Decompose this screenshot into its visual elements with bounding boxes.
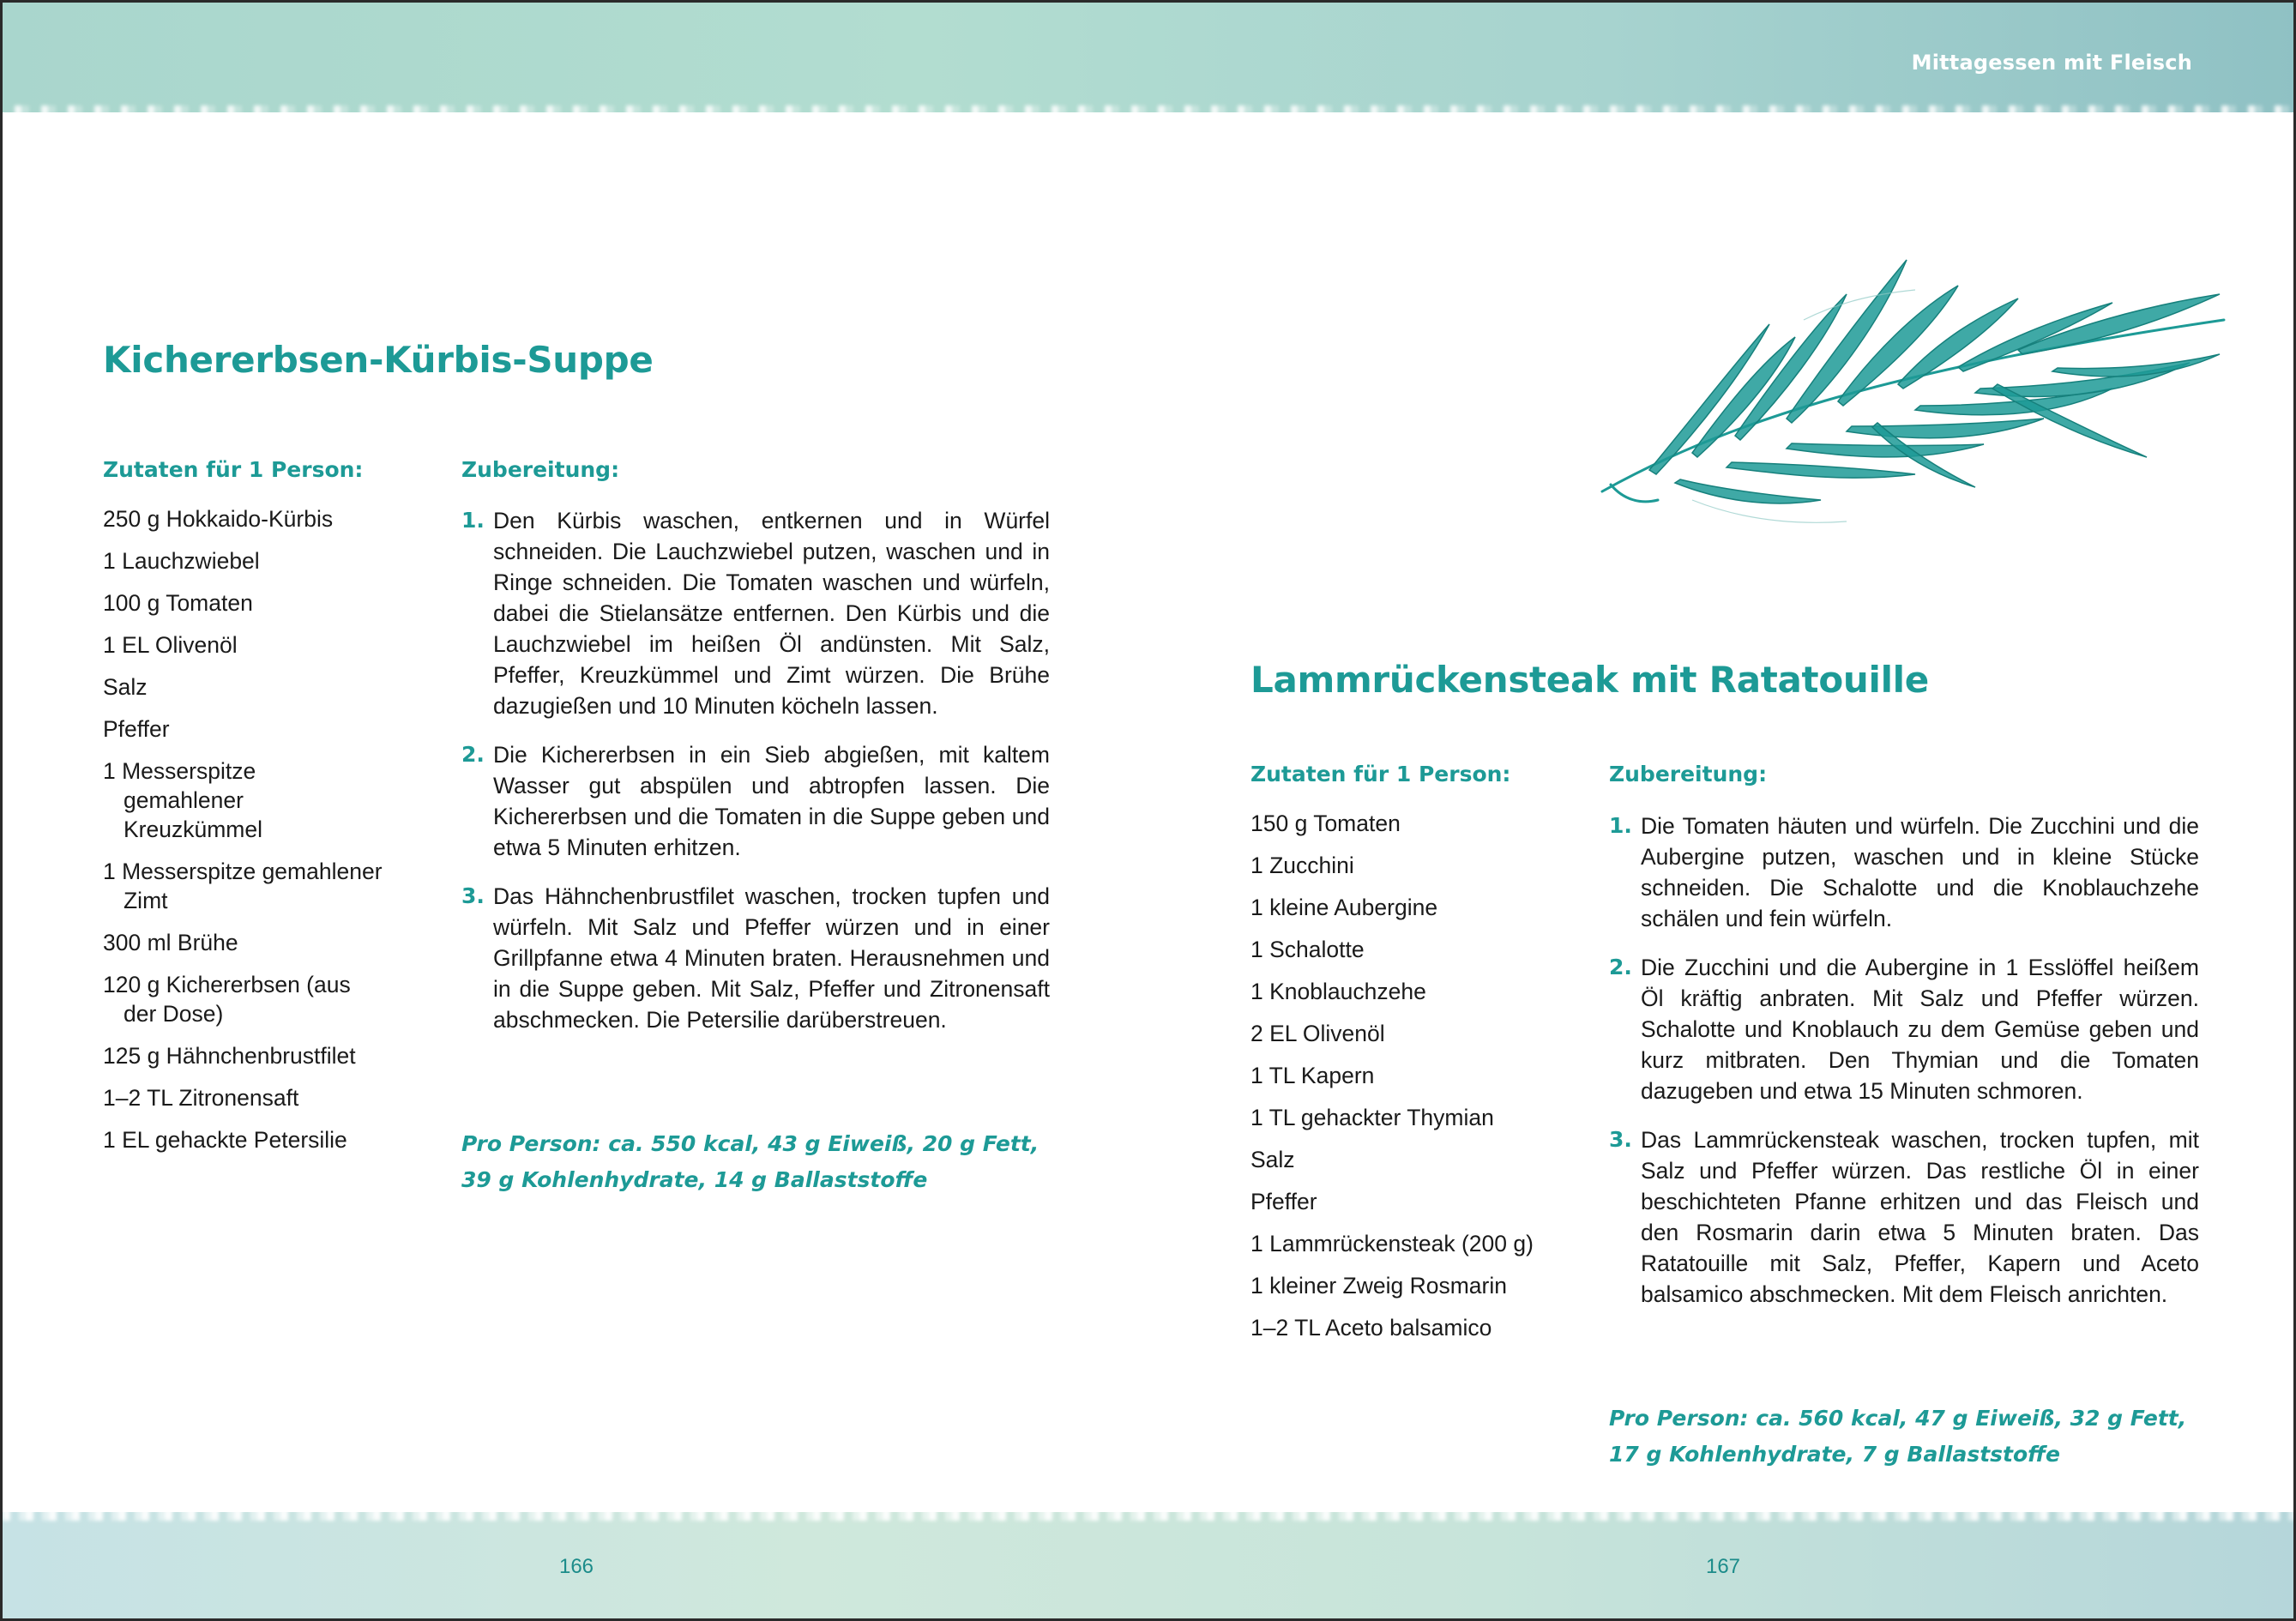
nutrition-line: Pro Person: ca. 550 kcal, 43 g Eiweiß, 20 g Fett, xyxy=(461,1131,1040,1156)
list-item: Pfeffer xyxy=(103,716,170,742)
list-item: 125 g Hähnchenbrustfilet xyxy=(103,1043,356,1069)
step-text: Das Lammrückensteak waschen, trocken tupfen, mit Salz und Pfeffer würzen. Das restliche Öl in einer beschichteten Pfanne erhitzen und das Fleisch und den Rosmarin darin etwa 5 Minuten braten. Das Ratatouille mit Salz, Pfeffer, Kapern und Aceto balsamico abschmecken. Mit dem Fleisch anrichten. xyxy=(1641,1127,2199,1307)
list-item: 1 Knoblauchzehe xyxy=(1250,979,1426,1004)
list-item: 1–2 TL Zitronensaft xyxy=(103,1085,299,1111)
list-item: 1 kleiner Zweig Rosmarin xyxy=(1250,1273,1507,1299)
ingredients-heading-right: Zutaten für 1 Person: xyxy=(1250,762,1511,786)
step-number: 2. xyxy=(1609,955,1632,979)
step-item xyxy=(461,505,1050,721)
step-item xyxy=(1609,1124,2199,1310)
step-number: 3. xyxy=(461,883,485,908)
list-item: 1 EL gehackte Petersilie xyxy=(103,1127,347,1153)
recipe-title-left: Kichererbsen-Kürbis-Suppe xyxy=(103,339,654,381)
step-text: Die Tomaten häuten und würfeln. Die Zucchini und die Aubergine putzen, waschen und in kleine Stücke schneiden. Die Schalotte und die Knoblauchzehe schälen und fein würfeln. xyxy=(1641,813,2199,931)
list-item: Salz xyxy=(1250,1147,1295,1172)
list-item: 1 Schalotte xyxy=(1250,937,1365,962)
list-item: 150 g Tomaten xyxy=(1250,810,1401,836)
nutrition-info-left xyxy=(461,1126,1039,1198)
list-item: 1 Messerspitze gemahlener Zimt xyxy=(103,859,383,913)
step-text: Das Hähnchenbrustfilet waschen, trocken tupfen und würfeln. Mit Salz und Pfeffer würzen und in einer Grillpfanne etwa 4 Minuten braten. Herausnehmen und in die Suppe geben. Mit Salz, Pfeffer und Zitronensaft abschmecken. Die Petersilie darüberstreuen. xyxy=(493,883,1050,1033)
list-item: 1 TL gehackter Thymian xyxy=(1250,1105,1494,1130)
rosemary-sprig-icon xyxy=(1589,243,2233,539)
list-item: 300 ml Brühe xyxy=(103,930,238,955)
recipe-title-right: Lammrückensteak mit Ratatouille xyxy=(1250,659,1929,701)
list-item: Salz xyxy=(103,674,148,700)
step-text: Die Zucchini und die Aubergine in 1 Esslöffel heißem Öl kräftig anbraten. Mit Salz und Pfeffer würzen. Schalotte und Knoblauch zu dem Gemüse geben und kurz mitbraten. Den Thymian und die Tomaten dazugeben und etwa 15 Minuten schmoren. xyxy=(1641,955,2199,1104)
step-number: 2. xyxy=(461,742,485,767)
list-item: 1 Messerspitze gemahlener Kreuzkümmel xyxy=(103,758,262,842)
nutrition-line: Pro Person: ca. 560 kcal, 47 g Eiweiß, 32 g Fett, xyxy=(1609,1406,2187,1431)
list-item: 1 Zucchini xyxy=(1250,853,1354,878)
step-item xyxy=(461,881,1050,1035)
list-item: 1 TL Kapern xyxy=(1250,1063,1375,1088)
list-item: 250 g Hokkaido-Kürbis xyxy=(103,506,334,532)
step-item xyxy=(1609,952,2199,1106)
nutrition-line: 17 g Kohlenhydrate, 7 g Ballaststoffe xyxy=(1609,1442,2060,1467)
section-header-label: Mittagessen mit Fleisch xyxy=(1911,51,2192,75)
step-number: 3. xyxy=(1609,1127,1632,1152)
list-item: 1 Lammrückensteak (200 g) xyxy=(1250,1231,1534,1256)
step-text: Die Kichererbsen in ein Sieb abgießen, mit kaltem Wasser gut abspülen und abtropfen lassen. Die Kichererbsen und die Tomaten in die Suppe geben und etwa 5 Minuten erhitzen. xyxy=(493,742,1050,860)
step-item xyxy=(1609,810,2199,934)
list-item: 2 EL Olivenöl xyxy=(1250,1021,1385,1046)
steps-list-left xyxy=(461,505,1050,1053)
step-number: 1. xyxy=(1609,813,1632,838)
steps-list-right xyxy=(1609,810,2199,1328)
list-item: 120 g Kichererbsen (aus der Dose) xyxy=(103,972,351,1027)
list-item: 1 Lauchzwiebel xyxy=(103,548,260,574)
step-text: Den Kürbis waschen, entkernen und in Würfel schneiden. Die Lauchzwiebel putzen, waschen und in Ringe schneiden. Die Tomaten waschen und würfeln, dabei die Stielansätze entfernen. Den Kürbis und die Lauchzwiebel im heißen Öl andünsten. Mit Salz, Pfeffer, Kreuzkümmel und Zimt würzen. Die Brühe dazugießen und 10 Minuten köcheln lassen. xyxy=(493,508,1050,719)
list-item: 100 g Tomaten xyxy=(103,590,253,616)
bottom-color-band xyxy=(3,1512,2296,1621)
nutrition-line: 39 g Kohlenhydrate, 14 g Ballaststoffe xyxy=(461,1167,928,1192)
page-number-right: 167 xyxy=(1705,1555,1741,1578)
ingredients-list-right xyxy=(1250,809,1594,1355)
step-number: 1. xyxy=(461,508,485,533)
list-item: 1–2 TL Aceto balsamico xyxy=(1250,1315,1492,1341)
list-item: 1 EL Olivenöl xyxy=(103,632,238,658)
list-item: Pfeffer xyxy=(1250,1189,1317,1214)
ingredients-list-left xyxy=(103,504,420,1167)
page-number-left: 166 xyxy=(558,1555,594,1578)
list-item: 1 kleine Aubergine xyxy=(1250,895,1438,920)
steps-heading-left: Zubereitung: xyxy=(461,457,620,482)
ingredients-heading-left: Zutaten für 1 Person: xyxy=(103,457,364,482)
nutrition-info-right xyxy=(1609,1401,2186,1473)
step-item xyxy=(461,739,1050,863)
steps-heading-right: Zubereitung: xyxy=(1609,762,1768,786)
